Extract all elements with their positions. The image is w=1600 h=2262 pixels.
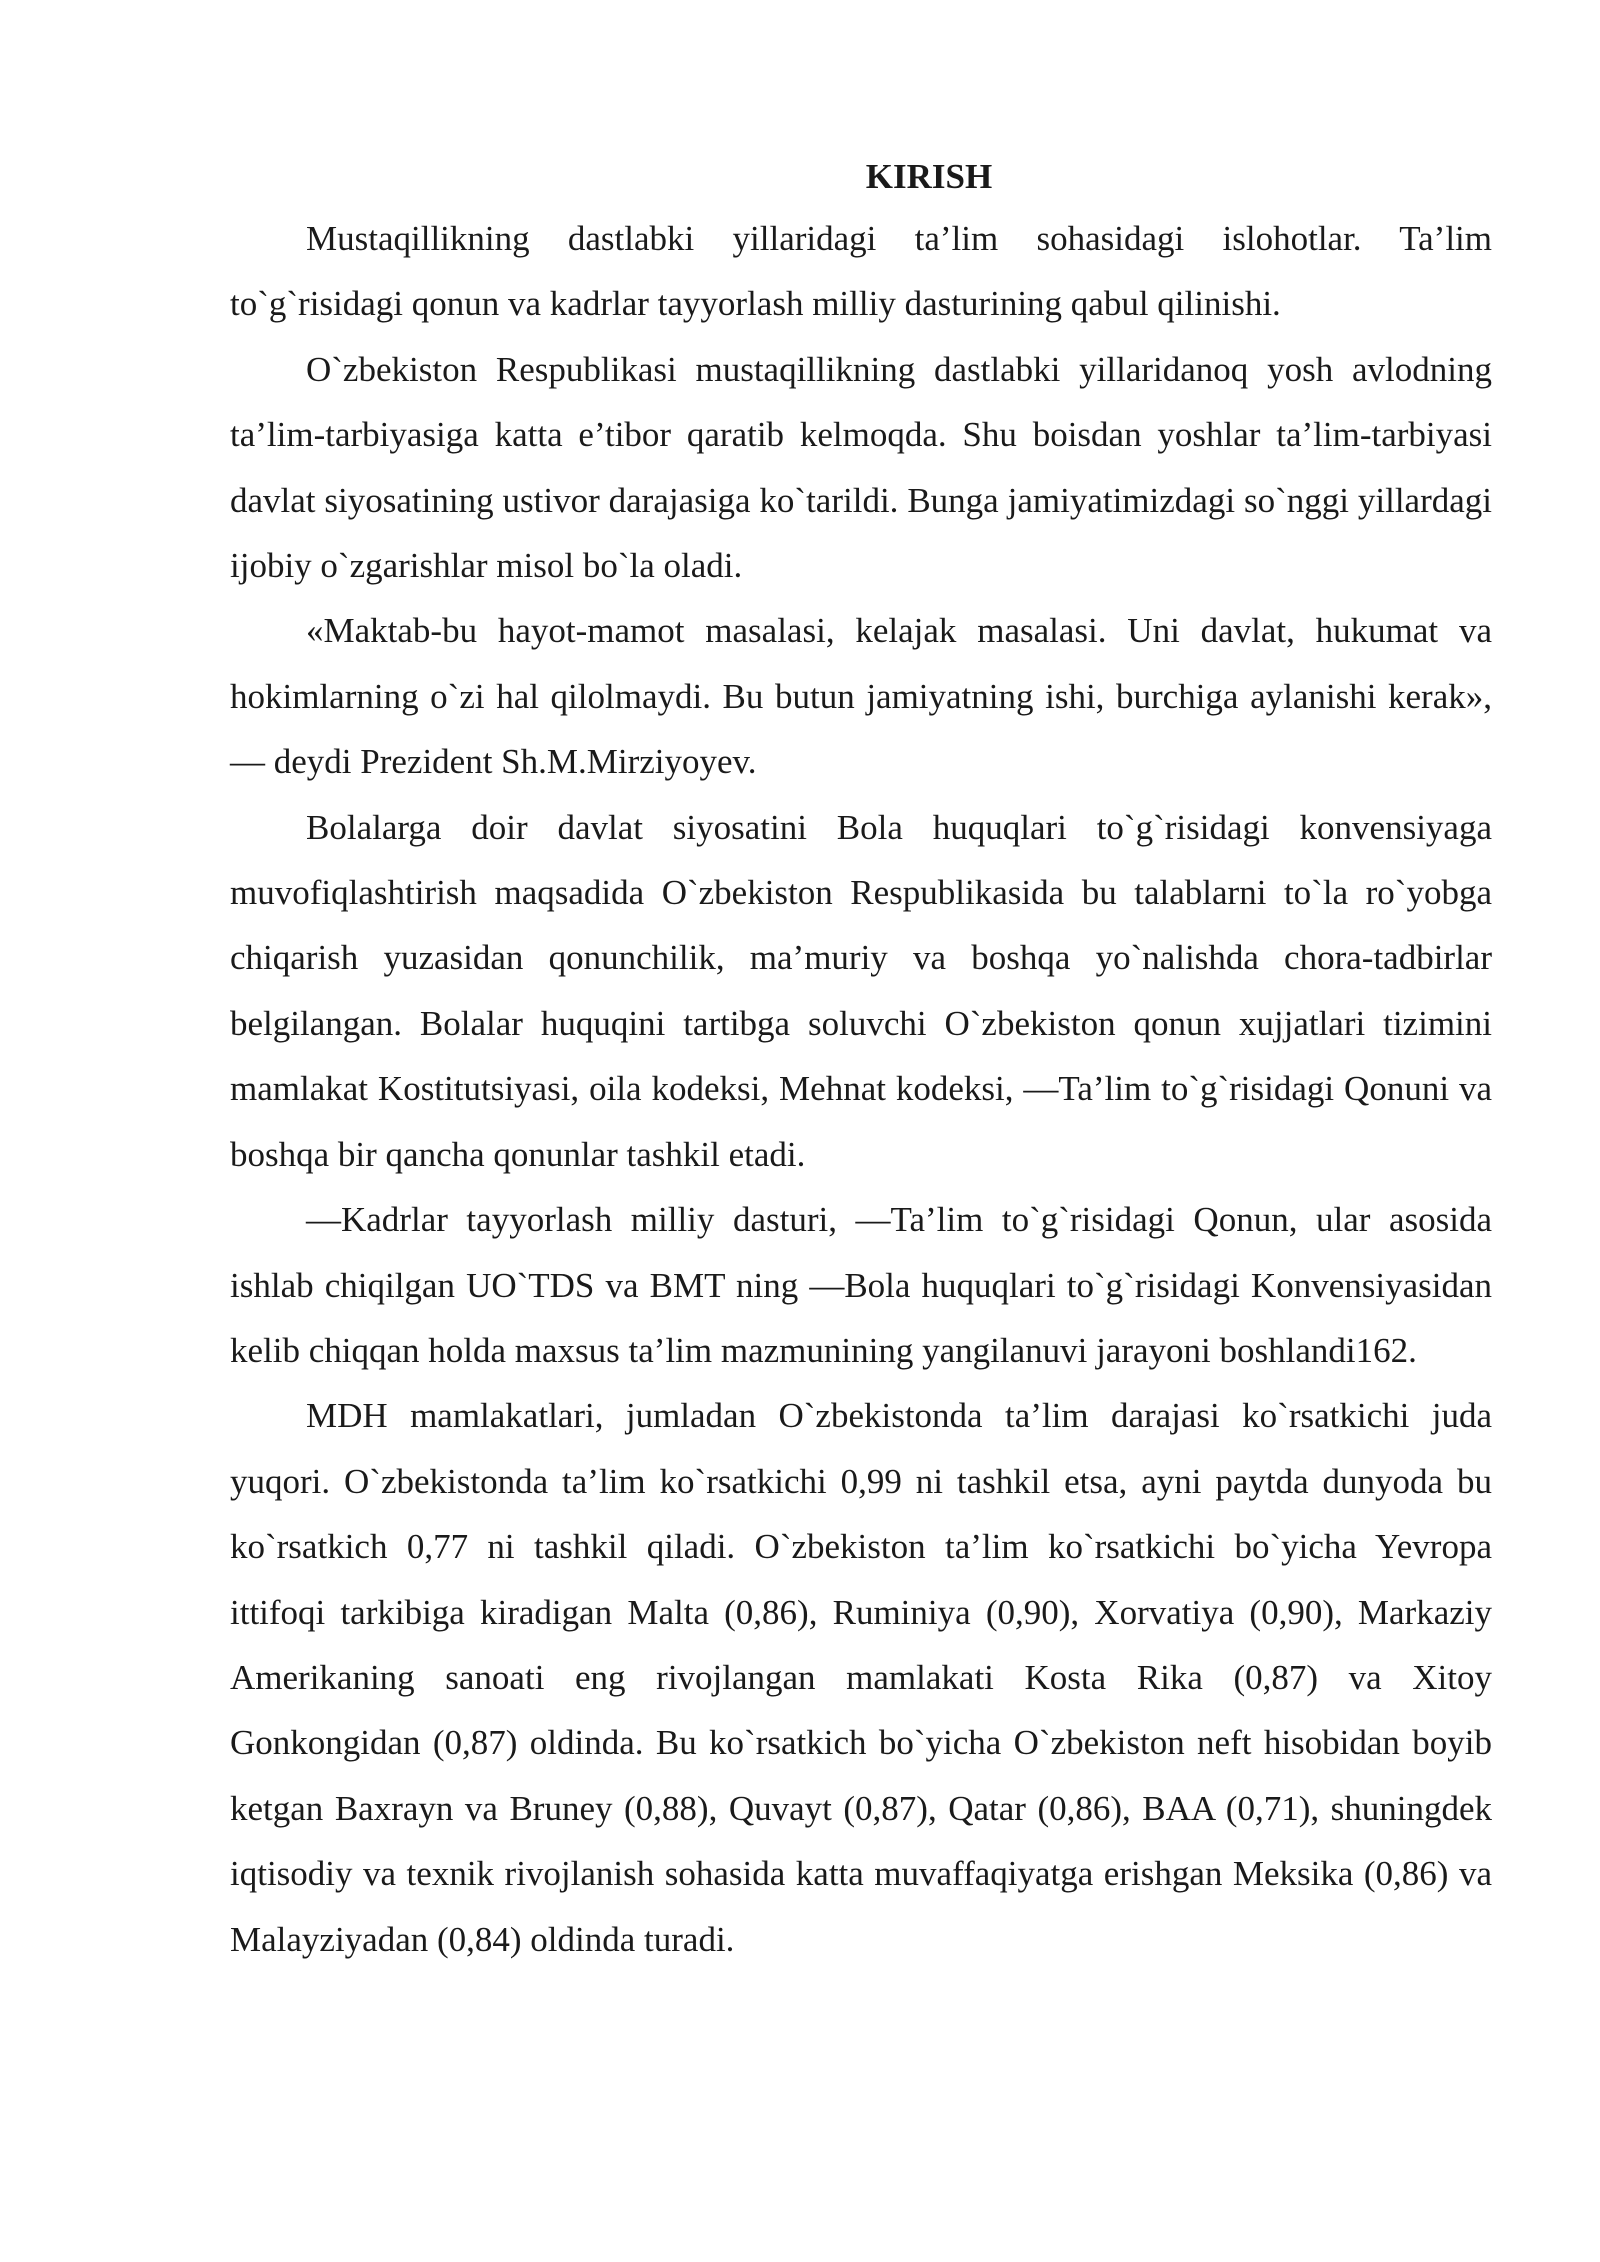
page-title: KIRISH (865, 157, 993, 196)
paragraph-youth-education: O`zbekiston Respublikasi mustaqillikning dastlabki yillaridanoq yosh avlodning ta’lim-tarbiyasiga katta e’tibor qaratib kelmoqda. Shu boisdan yoshlar ta’lim-tarbiyasi davlat siyosatining ustivor darajasiga ko`tarildi. Bunga jamiyatimizdagi so`nggi yillardagi ijobiy o`zgarishlar misol bo`la oladi. (230, 349, 1492, 586)
paragraph-education-index: MDH mamlakatlari, jumladan O`zbekistonda ta’lim darajasi ko`rsatkichi juda yuqori. O`zbekistonda ta’lim ko`rsatkichi 0,99 ni tashkil etsa, ayni paytda dunyoda bu ko`rsatkich 0,77 ni tashkil qiladi. O`zbekiston ta’lim ko`rsatkichi bo`yicha Yevropa ittifoqi tarkibiga kiradigan Malta (0,86), Ruminiya (0,90), Xorvatiya (0,90), Markaziy Amerikaning sanoati eng rivojlangan mamlakati Kosta Rika (0,87) va Xitoy Gonkongidan (0,87) oldinda. Bu ko`rsatkich bo`yicha O`zbekiston neft hisobidan boyib ketgan Baxrayn va Bruney (0,88), Quvayt (0,87), Qatar (0,86), BAA (0,71), shuningdek iqtisodiy va texnik rivojlanish sohasida katta muvaffaqiyatga erishgan Meksika (0,86) va Malayziyadan (0,84) oldinda turadi. (230, 1396, 1492, 1959)
paragraph-reforms: Mustaqillikning dastlabki yillaridagi ta’lim sohasidagi islohotlar. Ta’lim to`g`risidagi qonun va kadrlar tayyorlash milliy dasturining qabul qilinishi. (230, 219, 1492, 324)
paragraph-personnel-program: ―Kadrlar tayyorlash milliy dasturi, ―Ta’lim to`g`risidagi Qonun, ular asosida ishlab chiqilgan UO`TDS va BMT ning ―Bola huquqlari to`g`risidagi Konvensiyasidan kelib chiqqan holda maxsus ta’lim mazmunining yangilanuvi jarayoni boshlandi162. (230, 1200, 1492, 1370)
paragraph-quote: «Maktab-bu hayot-mamot masalasi, kelajak masalasi. Uni davlat, hukumat va hokimlarning o`zi hal qilolmaydi. Bu butun jamiyatning ishi, burchiga aylanishi kerak», — deydi Prezident Sh.M.Mirziyoyev. (230, 611, 1492, 782)
document-body (230, 148, 1492, 1972)
paragraph-children-rights: Bolalarga doir davlat siyosatini Bola huquqlari to`g`risidagi konvensiyaga muvofiqlashtirish maqsadida O`zbekiston Respublikasida bu talablarni to`la ro`yobga chiqarish yuzasidan qonunchilik, ma’muriy va boshqa yo`nalishda chora-tadbirlar belgilangan. Bolalar huquqini tartibga soluvchi O`zbekiston qonun xujjatlari tizimini mamlakat Kostitutsiyasi, oila kodeksi, Mehnat kodeksi, ―Ta’lim to`g`risidagi Qonuni va boshqa bir qancha qonunlar tashkil etadi. (230, 807, 1492, 1174)
